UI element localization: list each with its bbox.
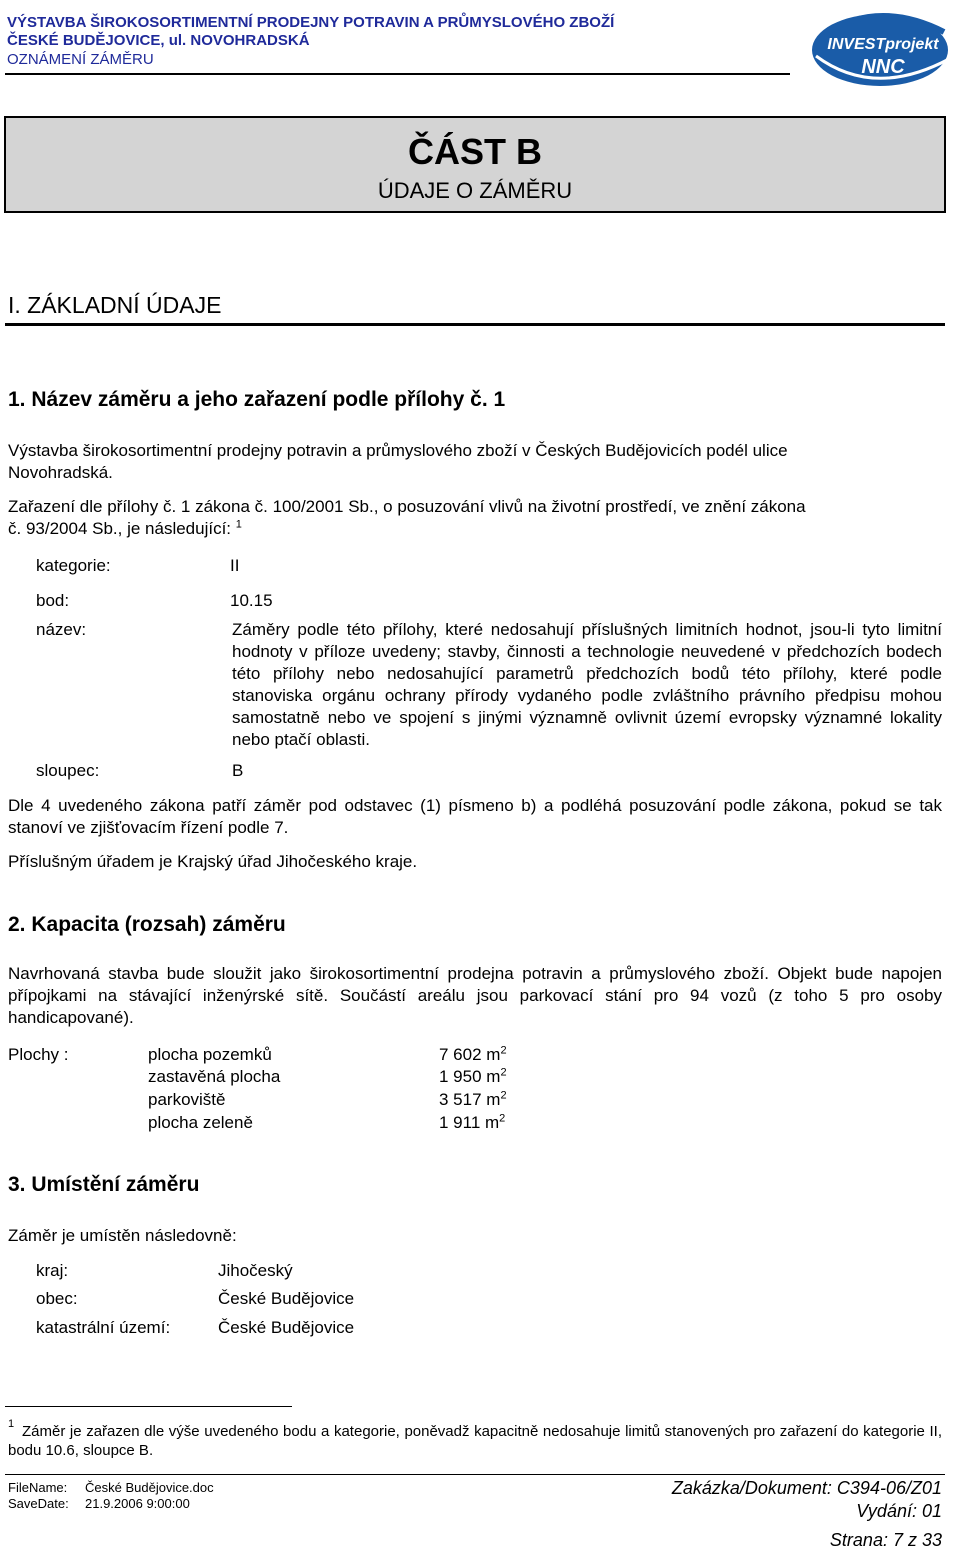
plocha-row-value: 1 950 $m^2$ — [439, 1066, 507, 1086]
plocha-row-value: 7 602 $m^2$ — [439, 1044, 507, 1064]
kategorie-label: kategorie: — [36, 556, 111, 575]
sloupec-value: B — [232, 761, 244, 780]
kraj-label: kraj: — [36, 1261, 69, 1280]
kategorie-value: II — [230, 556, 240, 575]
footnote-ref: 1 — [235, 518, 242, 531]
nazev-value: Záměry podle této přílohy, které nedosahují příslušných limitních hodnot, jsou-li tyto limitní hodnoty v příloze uvedeny; stavby, činnosti a technologie neuvedené v předchozích bodech této přílohy nebo nedosahující parametrů předchozích bodů této přílohy, které podle stanoviska orgánu ochrany přírody vydaného podle zvláštního právního předpisu mohou samostatně nebo ve spojení s jinými významně ovlivnit území evropsky významné lokality nebo ptačí oblasti. — [232, 620, 942, 749]
part-title-box — [4, 116, 946, 213]
footnote-rule — [5, 1406, 292, 1407]
plochy-label: Plochy : — [8, 1045, 69, 1064]
footer-filename-label: FileName: — [8, 1480, 68, 1495]
bod-label: bod: — [36, 591, 70, 610]
footer-rule — [5, 1474, 945, 1475]
item1-paragraph1-line2: Novohradská. — [8, 463, 113, 482]
section-rule — [5, 323, 945, 326]
plocha-row-value: 3 517 $m^2$ — [439, 1089, 507, 1109]
item1-paragraph4: Příslušným úřadem je Krajský úřad Jihočeského kraje. — [8, 852, 418, 871]
header-title-line1: VÝSTAVBA ŠIROKOSORTIMENTNÍ PRODEJNY POTRAVIN A PRŮMYSLOVÉHO ZBOŽÍ — [7, 14, 615, 31]
katastralni-label: katastrální území: — [36, 1318, 171, 1337]
footer-savedate-label: SaveDate: — [8, 1496, 69, 1511]
header-title-line2: ČESKÉ BUDĚJOVICE, ul. NOVOHRADSKÁ — [7, 32, 310, 49]
item3-heading: 3. Umístění záměru — [8, 1173, 200, 1196]
logo-text-bottom: NNC — [861, 56, 905, 78]
section-heading: I. ZÁKLADNÍ ÚDAJE — [8, 292, 222, 318]
footer-zakazka: Zakázka/Dokument: C394-06/Z01 — [671, 1478, 942, 1498]
obec-value: České Budějovice — [218, 1289, 355, 1308]
item1-paragraph3: Dle 4 uvedeného zákona patří záměr pod odstavec (1) písmeno b) a podléhá posuzování podle zákona, pokud se tak stanoví ve zjišťovacím řízení podle 7. — [8, 796, 942, 837]
item3-intro: Záměr je umístěn následovně: — [8, 1226, 237, 1245]
footer-savedate-value: 21.9.2006 9:00:00 — [85, 1496, 190, 1511]
plocha-row-name: zastavěná plocha — [148, 1067, 281, 1086]
item1-heading: 1. Název záměru a jeho zařazení podle přílohy č. 1 — [8, 388, 506, 411]
footer-filename-value: České Budějovice.doc — [85, 1480, 214, 1495]
investprojekt-logo — [804, 4, 954, 90]
item1-paragraph2-line2: č. 93/2004 Sb., je následující: — [8, 519, 232, 538]
plocha-row-name: plocha pozemků — [148, 1045, 272, 1064]
part-subtitle: ÚDAJE O ZÁMĚRU — [377, 178, 573, 203]
header-title-line3: OZNÁMENÍ ZÁMĚRU — [7, 51, 154, 68]
katastralni-value: České Budějovice — [218, 1318, 355, 1337]
footnote-number: 1 — [8, 1418, 15, 1430]
part-title: ČÁST B — [408, 131, 542, 172]
item1-paragraph2-line1: Zařazení dle přílohy č. 1 zákona č. 100/2001 Sb., o posuzování vlivů na životní prostředí, ve znění zákona — [8, 497, 806, 516]
nazev-label: název: — [36, 620, 87, 639]
logo-text-top: INVESTprojekt — [827, 36, 939, 53]
item2-paragraph: Navrhovaná stavba bude sloužit jako širokosortimentní prodejna potravin a průmyslového zboží. Objekt bude napojen přípojkami na stávající inženýrské sítě. Součástí areálu jsou parkovací stání pro 94 vozů (z toho 5 pro osoby handicapované). — [8, 964, 942, 1027]
item1-paragraph1-line1: Výstavba širokosortimentní prodejny potravin a průmyslového zboží v Českých Budějovicích podél ulice — [8, 441, 788, 460]
plocha-row-name: parkoviště — [148, 1090, 226, 1109]
obec-label: obec: — [36, 1289, 78, 1308]
header-rule — [5, 73, 790, 75]
plocha-row-value: 1 911 $m^2$ — [439, 1112, 506, 1132]
bod-value: 10.15 — [230, 591, 273, 610]
sloupec-label: sloupec: — [36, 761, 100, 780]
kraj-value: Jihočeský — [218, 1261, 293, 1280]
plocha-row-name: plocha zeleně — [148, 1113, 253, 1132]
footer-page-number: Strana: 7 z 33 — [829, 1530, 942, 1550]
item2-heading: 2. Kapacita (rozsah) záměru — [8, 913, 286, 936]
footer-vydani: Vydání: 01 — [856, 1501, 942, 1521]
footnote-text: Záměr je zařazen dle výše uvedeného bodu a kategorie, poněvadž kapacitně nedosahuje limitů stanovených pro zařazení do kategorie II, bodu 10.6, sloupce B. — [8, 1423, 942, 1459]
